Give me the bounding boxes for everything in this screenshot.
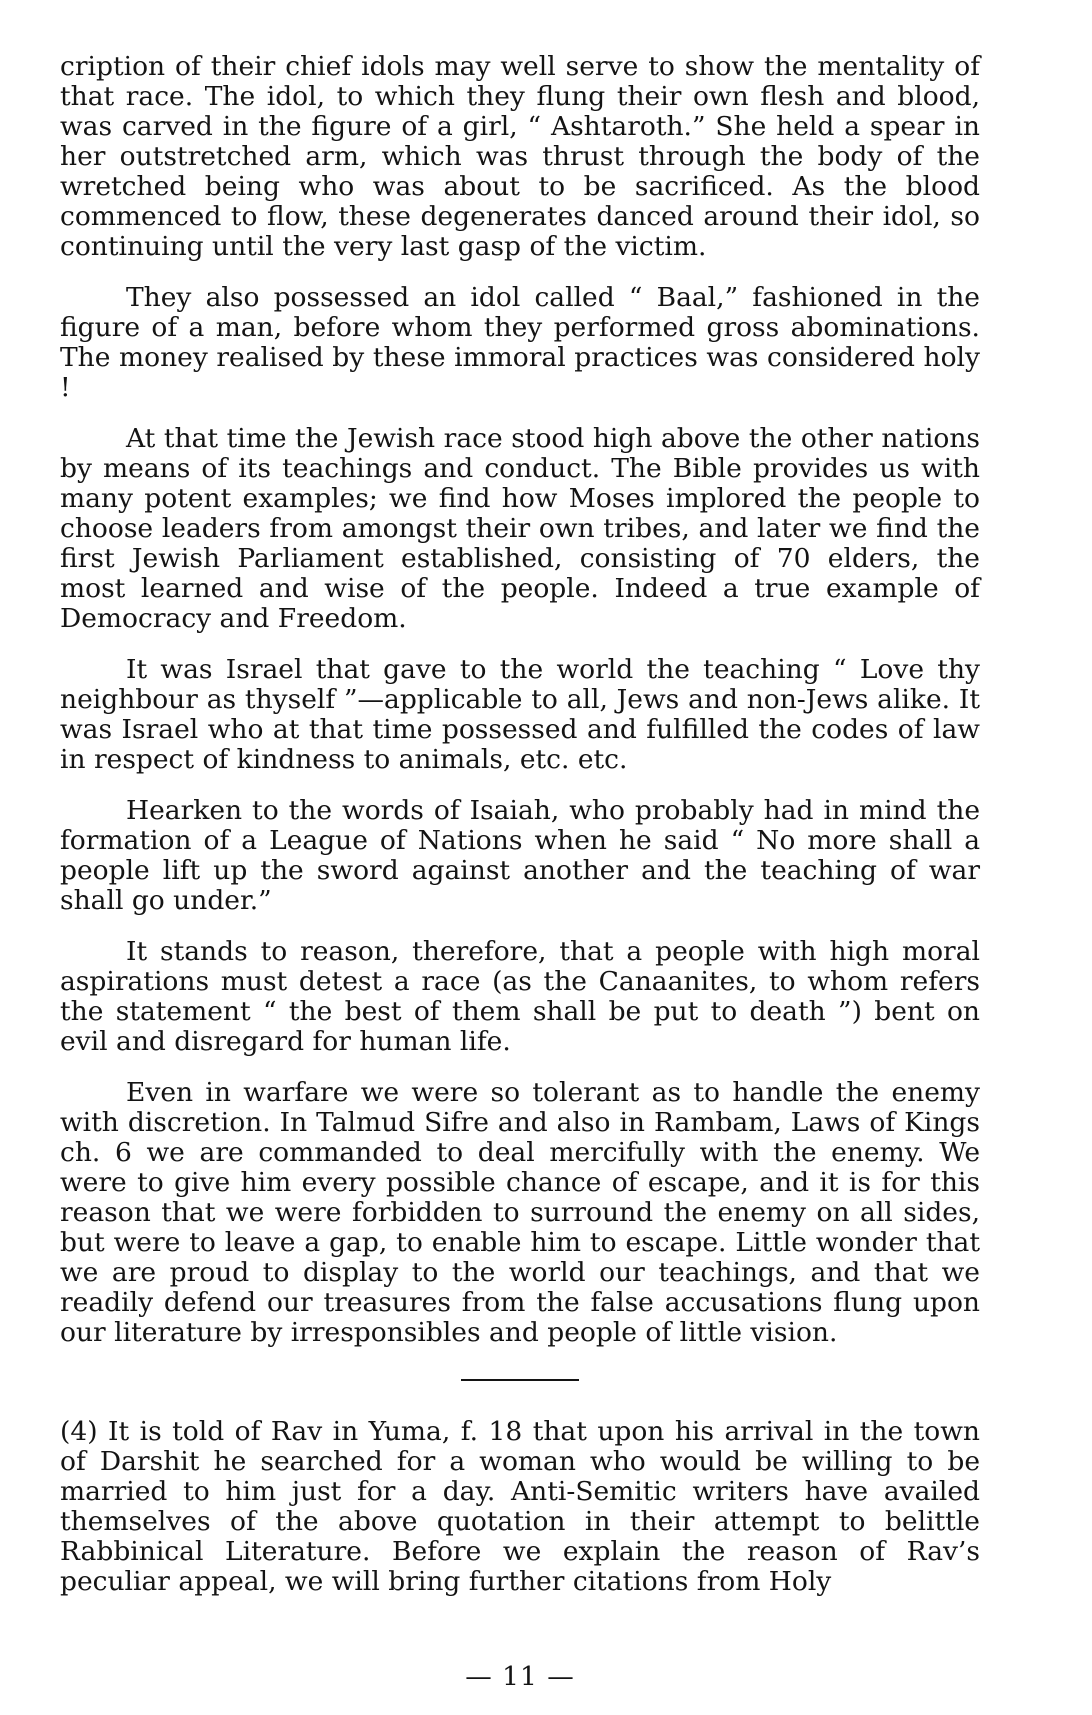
footnote-4: (4) It is told of Rav in Yuma, f. 18 that upon his arrival in the town of Darshit he searched for a woman who would be willing to be married to him just for a day. Anti-Semitic writers have availed themselves of the above quotation in their attempt to belittle Rabbinical Literature. Before we explain the reason of Rav’s peculiar appeal, we will bring further citations from Holy xyxy=(60,1416,980,1597)
paragraph-baal: They also possessed an idol called “ Baal,” fashioned in the figure of a man, before whom they performed gross abominations. The money realised by these immoral practices was considered holy ! xyxy=(60,282,980,403)
page-number: — 11 — xyxy=(465,1661,575,1692)
paragraph-warfare: Even in warfare we were so tolerant as to handle the enemy with discretion. In Talmud Sifre and also in Rambam, Laws of Kings ch. 6 we are commanded to deal mercifully with the enemy. We were to give him every possible chance of escape, and it is for this reason that we were forbidden to surround the enemy on all sides, but were to leave a gap, to enable him to escape. Little wonder that we are proud to display to the world our teachings, and that we readily defend our treasures from the false accusations flung upon our literature by irresponsibles and people of little vision. xyxy=(60,1077,980,1348)
paragraph-love-thy-neighbour: It was Israel that gave to the world the teaching “ Love thy neighbour as thyself ”—applicable to all, Jews and non-Jews alike. It was Israel who at that time possessed and fulfilled the codes of law in respect of kindness to animals, etc. etc. xyxy=(60,654,980,775)
paragraph-moral-aspirations: It stands to reason, therefore, that a people with high moral aspirations must detest a race (as the Canaanites, to whom refers the statement “ the best of them shall be put to death ”) bent on evil and disregard for human life. xyxy=(60,936,980,1057)
paragraph-continuation: cription of their chief idols may well serve to show the mentality of that race. The idol, to which they flung their own flesh and blood, was carved in the figure of a girl, “ Ashtaroth.” She held a spear in her outstretched arm, which was thrust through the body of the wretched being who was about to be sacrificed. As the blood commenced to flow, these degenerates danced around their idol, so continuing until the very last gasp of the victim. xyxy=(60,51,980,262)
paragraph-isaiah: Hearken to the words of Isaiah, who probably had in mind the formation of a League of Nations when he said “ No more shall a people lift up the sword against another and the teaching of war shall go under.” xyxy=(60,795,980,916)
document-page xyxy=(60,52,980,1692)
footnote-divider xyxy=(461,1379,579,1381)
paragraph-jewish-race: At that time the Jewish race stood high above the other nations by means of its teachings and conduct. The Bible provides us with many potent examples; we find how Moses implored the people to choose leaders from amongst their own tribes, and later we find the first Jewish Parliament established, consisting of 70 elders, the most learned and wise of the people. Indeed a true example of Democracy and Freedom. xyxy=(60,423,980,634)
